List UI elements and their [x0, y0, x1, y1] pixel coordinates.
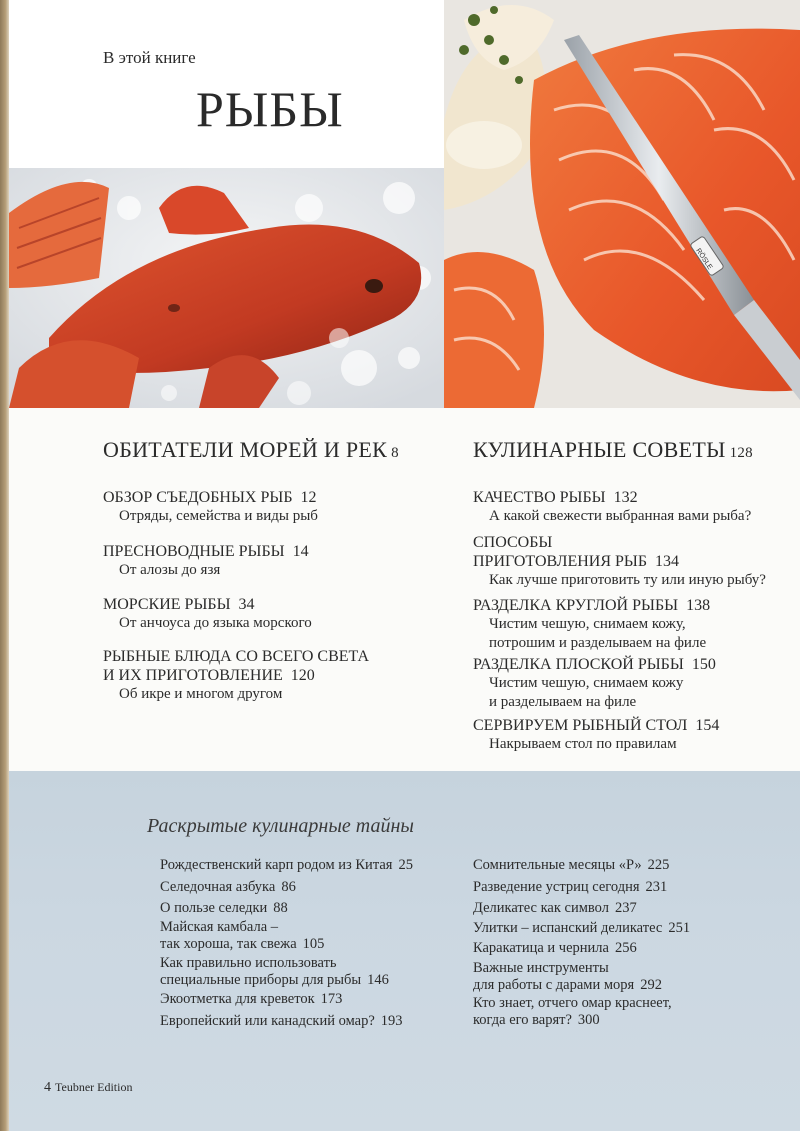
toc-entry: КАЧЕСТВО РЫБЫ 132 А какой свежести выбранная вами рыба?	[473, 489, 752, 524]
publisher-name: Teubner Edition	[55, 1080, 133, 1094]
salmon-photo	[444, 0, 800, 408]
secrets-title: Раскрытые кулинарные тайны	[147, 815, 414, 837]
secret-item: Каракатица и чернила 256	[473, 940, 637, 956]
section-title-culinary-tips: КУЛИНАРНЫЕ СОВЕТЫ 128	[473, 437, 753, 462]
page-footer	[44, 1080, 132, 1096]
toc-entry: ОБЗОР СЪЕДОБНЫХ РЫБ 12 Отряды, семейства и виды рыб	[103, 489, 318, 524]
secret-item: Улитки – испанский деликатес 251	[473, 920, 691, 936]
secret-item: Майская камбала – так хороша, так свежа 105	[160, 919, 325, 952]
knife-brand-logo: RÖSLE	[694, 247, 714, 272]
secret-item: Селедочная азбука 86	[160, 879, 296, 895]
toc-entry: МОРСКИЕ РЫБЫ 34 От анчоуса до языка морского	[103, 596, 312, 631]
intro-label: В этой книге	[103, 48, 196, 67]
secret-item: О пользе селедки 88	[160, 900, 288, 916]
secret-item: Деликатес как символ 237	[473, 900, 637, 916]
toc-entry: СПОСОБЫ ПРИГОТОВЛЕНИЯ РЫБ 134 Как лучше приготовить ту или иную рыбу?	[473, 534, 766, 588]
page-number: 4	[44, 1080, 51, 1095]
toc-entry: СЕРВИРУЕМ РЫБНЫЙ СТОЛ 154 Накрываем стол по правилам	[473, 717, 720, 752]
secret-item: Разведение устриц сегодня 231	[473, 879, 668, 895]
secret-item: Кто знает, отчего омар краснеет, когда его варят? 300	[473, 995, 672, 1028]
secret-item: Европейский или канадский омар? 193	[160, 1013, 403, 1029]
toc-entry: РАЗДЕЛКА КРУГЛОЙ РЫБЫ 138 Чистим чешую, снимаем кожу, потрошим и разделываем на филе	[473, 597, 711, 651]
toc-entry: РЫБНЫЕ БЛЮДА СО ВСЕГО СВЕТА И ИХ ПРИГОТОВЛЕНИЕ 120 Об икре и многом другом	[103, 648, 370, 702]
toc-entry: РАЗДЕЛКА ПЛОСКОЙ РЫБЫ 150 Чистим чешую, снимаем кожу и разделываем на филе	[473, 656, 716, 710]
secret-item: Сомнительные месяцы «Р» 225	[473, 857, 670, 873]
secret-item: Как правильно использовать специальные приборы для рыбы 146	[160, 955, 389, 988]
toc-entry: ПРЕСНОВОДНЫЕ РЫБЫ 14 От алозы до язя	[103, 543, 309, 578]
secret-item: Экоотметка для креветок 173	[160, 991, 343, 1007]
section-title-inhabitants: ОБИТАТЕЛИ МОРЕЙ И РЕК 8	[103, 437, 399, 462]
scorpionfish-photo	[9, 168, 445, 408]
page-edge	[0, 0, 9, 1131]
secret-item: Рождественский карп родом из Китая 25	[160, 857, 413, 873]
page-title: РЫБЫ	[196, 81, 344, 137]
secret-item: Важные инструменты для работы с дарами моря 292	[473, 960, 662, 993]
